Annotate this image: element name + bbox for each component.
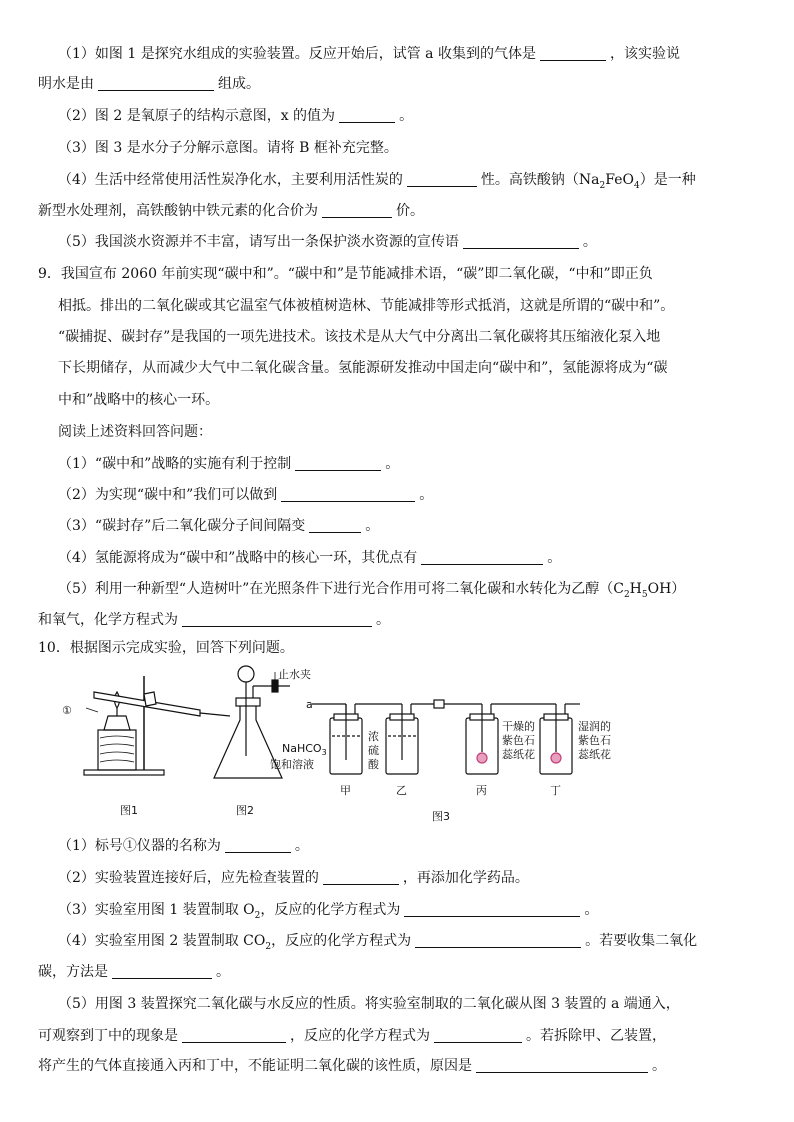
subscript: 4 <box>633 180 640 191</box>
text: 。 <box>294 838 309 854</box>
answer-blank[interactable] <box>323 869 399 885</box>
answer-blank[interactable] <box>463 233 579 249</box>
text: （1）如图 1 是探究水组成的实验装置。反应开始后，试管 a 收集到的气体是 <box>58 46 536 62</box>
apparatus-diagram <box>50 664 770 834</box>
text: 。 <box>399 108 414 124</box>
alcohol-lamp <box>104 716 130 730</box>
text: 组成。 <box>218 76 260 92</box>
q8-2 <box>58 106 413 126</box>
text: （1）标号①仪器的名称为 <box>58 838 221 854</box>
clamp <box>144 692 156 706</box>
answer-blank[interactable] <box>295 455 381 471</box>
text: 和氧气，化学方程式为 <box>38 612 178 628</box>
q8-4-line1 <box>58 170 696 190</box>
answer-blank[interactable] <box>281 486 415 502</box>
text: 。 <box>419 487 434 503</box>
answer-blank[interactable] <box>434 1027 522 1043</box>
answer-blank[interactable] <box>182 1027 286 1043</box>
q10-1 <box>58 836 309 856</box>
text: 。 <box>584 902 599 918</box>
text: （5）利用一种新型“人造树叶”在光照条件下进行光合作用可将二氧化碳和水转化为乙醇（C <box>58 581 624 597</box>
q9-instruction: 阅读上述资料回答问题： <box>58 424 212 440</box>
acid-label-3: 酸 <box>368 758 379 771</box>
fig3-caption: 图3 <box>432 810 450 823</box>
wet-label-1: 湿润的 <box>578 720 611 733</box>
q10-5-line1: （5）用图 3 装置探究二氧化碳与水反应的性质。将实验室制取的二氧化碳从图 3 装置的 a 端通入， <box>58 996 680 1012</box>
q10-title: 10．根据图示完成实验，回答下列问题。 <box>38 640 294 656</box>
bottle-label-yi: 乙 <box>396 784 407 797</box>
text: 碳，方法是 <box>38 964 108 980</box>
wet-label-3: 蕊纸花 <box>578 748 611 761</box>
q10-3 <box>58 900 598 920</box>
nahco3-subscript: 3 <box>321 748 327 757</box>
text: （3）图 3 是水分子分解示意图。请将 B 框补充完整。 <box>58 140 398 156</box>
answer-blank[interactable] <box>322 202 392 218</box>
dry-label-2: 紫色石 <box>502 734 535 747</box>
subscript: 5 <box>641 589 648 600</box>
text: 新型水处理剂，高铁酸钠中铁元素的化合价为 <box>38 203 318 219</box>
q8-3 <box>58 138 398 158</box>
answer-blank[interactable] <box>225 837 291 853</box>
label-leader <box>86 708 98 712</box>
text: 。若拆除甲、乙装置， <box>526 1028 666 1044</box>
text: ，反应的化学方程式为 <box>260 902 401 918</box>
wet-label-2: 紫色石 <box>578 734 611 747</box>
fig1-caption: 图1 <box>120 804 138 817</box>
text: ，再添加化学药品。 <box>402 870 529 886</box>
text: 。 <box>365 518 380 534</box>
text: OH） <box>647 581 686 597</box>
ding-paper-flower <box>551 753 561 763</box>
text: 。 <box>385 456 400 472</box>
q9-1 <box>58 454 399 474</box>
nahco3-label <box>282 742 327 757</box>
subscript: 2 <box>599 180 606 191</box>
funnel-bulb <box>238 666 254 682</box>
text: 。 <box>652 1058 666 1074</box>
text: ，反应的化学方程式为 <box>290 1028 430 1044</box>
q8-1-line2 <box>38 74 260 94</box>
answer-blank[interactable] <box>309 517 361 533</box>
q9-para-3: “碳捕捉、碳封存”是我国的一项先进技术。该技术是从大气中分离出二氧化碳将其压缩液化泵入地 <box>58 329 661 345</box>
text: （2）实验装置连接好后，应先检查装置的 <box>58 870 319 886</box>
subscript: 2 <box>265 941 272 952</box>
bottle-label-ding: 丁 <box>550 784 561 797</box>
subscript: 2 <box>623 589 630 600</box>
q9-para-5: 中和”战略中的核心一环。 <box>58 392 220 408</box>
q9-para-2: 相抵。排出的二氧化碳或其它温室气体被植树造林、节能减排等形式抵消，这就是所谓的“碳中和”。 <box>58 298 675 314</box>
answer-blank[interactable] <box>182 611 372 627</box>
text: FeO <box>605 172 634 188</box>
answer-blank[interactable] <box>98 75 214 91</box>
q10-2 <box>58 868 529 888</box>
q10-5-line2 <box>38 1026 666 1046</box>
text: 。 <box>547 550 562 566</box>
q9-para-4: 下长期储存，从而减少大气中二氧化碳含量。氢能源研发推动中国走向“碳中和”，氢能源将成为“碳 <box>58 360 668 376</box>
answer-blank[interactable] <box>404 901 580 917</box>
text: （4）实验室用图 2 装置制取 CO <box>58 933 266 949</box>
text: 将产生的气体直接通入丙和丁中，不能证明二氧化碳的该性质，原因是 <box>38 1058 472 1074</box>
wood-grain <box>100 736 134 762</box>
text: （1）“碳中和”战略的实施有利于控制 <box>58 456 292 472</box>
text: 明水是由 <box>38 76 94 92</box>
q8-1-line1 <box>58 44 680 64</box>
q10-4-line2 <box>38 962 230 982</box>
figure-3-apparatus <box>312 700 580 774</box>
q9-5-line2 <box>38 610 390 630</box>
text: （4）生活中经常使用活性炭净化水，主要利用活性炭的 <box>58 172 403 188</box>
acid-label-2: 硫 <box>368 744 379 757</box>
text: 性。高铁酸钠（Na <box>480 172 600 188</box>
text: （2）图 2 是氧原子的结构示意图，x 的值为 <box>58 108 336 124</box>
dry-label-1: 干燥的 <box>502 720 535 733</box>
text: ，反应的化学方程式为 <box>271 933 412 949</box>
q9-para-1: 9．我国宣布 2060 年前实现“碳中和”。“碳中和”是节能减排术语，“碳”即二氧化碳，“中和”即正负 <box>38 266 653 282</box>
text: 。 <box>582 234 597 250</box>
water-clamp <box>272 680 278 692</box>
text: （3）“碳封存”后二氧化碳分子间间隔变 <box>58 518 306 534</box>
port-a-label: a <box>306 698 313 711</box>
text: 。 <box>376 612 390 628</box>
nahco3-text: NaHCO <box>282 742 322 755</box>
bottle-label-bing: 丙 <box>476 784 487 797</box>
answer-blank[interactable] <box>112 963 212 979</box>
answer-blank[interactable] <box>339 107 395 123</box>
text: H <box>629 581 642 597</box>
answer-blank[interactable] <box>540 45 606 61</box>
stand-base-plate <box>84 770 164 775</box>
text: （5）我国淡水资源并不丰富，请写出一条保护淡水资源的宣传语 <box>58 234 459 250</box>
saturated-solution-label: 饱和溶液 <box>270 758 314 771</box>
marker-1-label: ① <box>62 704 72 717</box>
text: 可观察到丁中的现象是 <box>38 1028 178 1044</box>
fig2-caption: 图2 <box>236 804 254 817</box>
answer-blank[interactable] <box>415 932 581 948</box>
apparatus-figure <box>50 664 770 834</box>
rubber-stopper <box>236 698 260 706</box>
q9-5-line1 <box>58 579 685 599</box>
text: （4）氢能源将成为“碳中和”战略中的核心一环，其优点有 <box>58 550 418 566</box>
q9-2 <box>58 485 433 505</box>
text: 价。 <box>396 203 424 219</box>
q9-4 <box>58 548 561 568</box>
answer-blank[interactable] <box>407 171 477 187</box>
q8-5 <box>58 232 597 252</box>
q10-5-line3 <box>38 1056 666 1076</box>
subscript: 2 <box>254 910 261 921</box>
figure-1-apparatus <box>84 676 230 775</box>
text: ）是一种 <box>639 172 696 188</box>
delivery-tube <box>200 713 230 716</box>
dry-label-3: 蕊纸花 <box>502 748 535 761</box>
connector-1 <box>434 700 444 708</box>
answer-blank[interactable] <box>421 549 543 565</box>
text: （3）实验室用图 1 装置制取 O <box>58 902 255 918</box>
q9-3 <box>58 516 379 536</box>
text: （2）为实现“碳中和”我们可以做到 <box>58 487 278 503</box>
text: ，该实验说 <box>609 46 680 62</box>
acid-label-1: 浓 <box>368 730 379 743</box>
q8-4-line2 <box>38 201 424 221</box>
clamp-label: 止水夹 <box>278 668 311 681</box>
text: 。 <box>216 964 230 980</box>
bottle-label-jia: 甲 <box>340 784 351 797</box>
q10-4-line1 <box>58 931 697 951</box>
bing-paper-flower <box>477 753 487 763</box>
text: 。若要收集二氧化 <box>585 933 698 949</box>
answer-blank[interactable] <box>476 1057 648 1073</box>
